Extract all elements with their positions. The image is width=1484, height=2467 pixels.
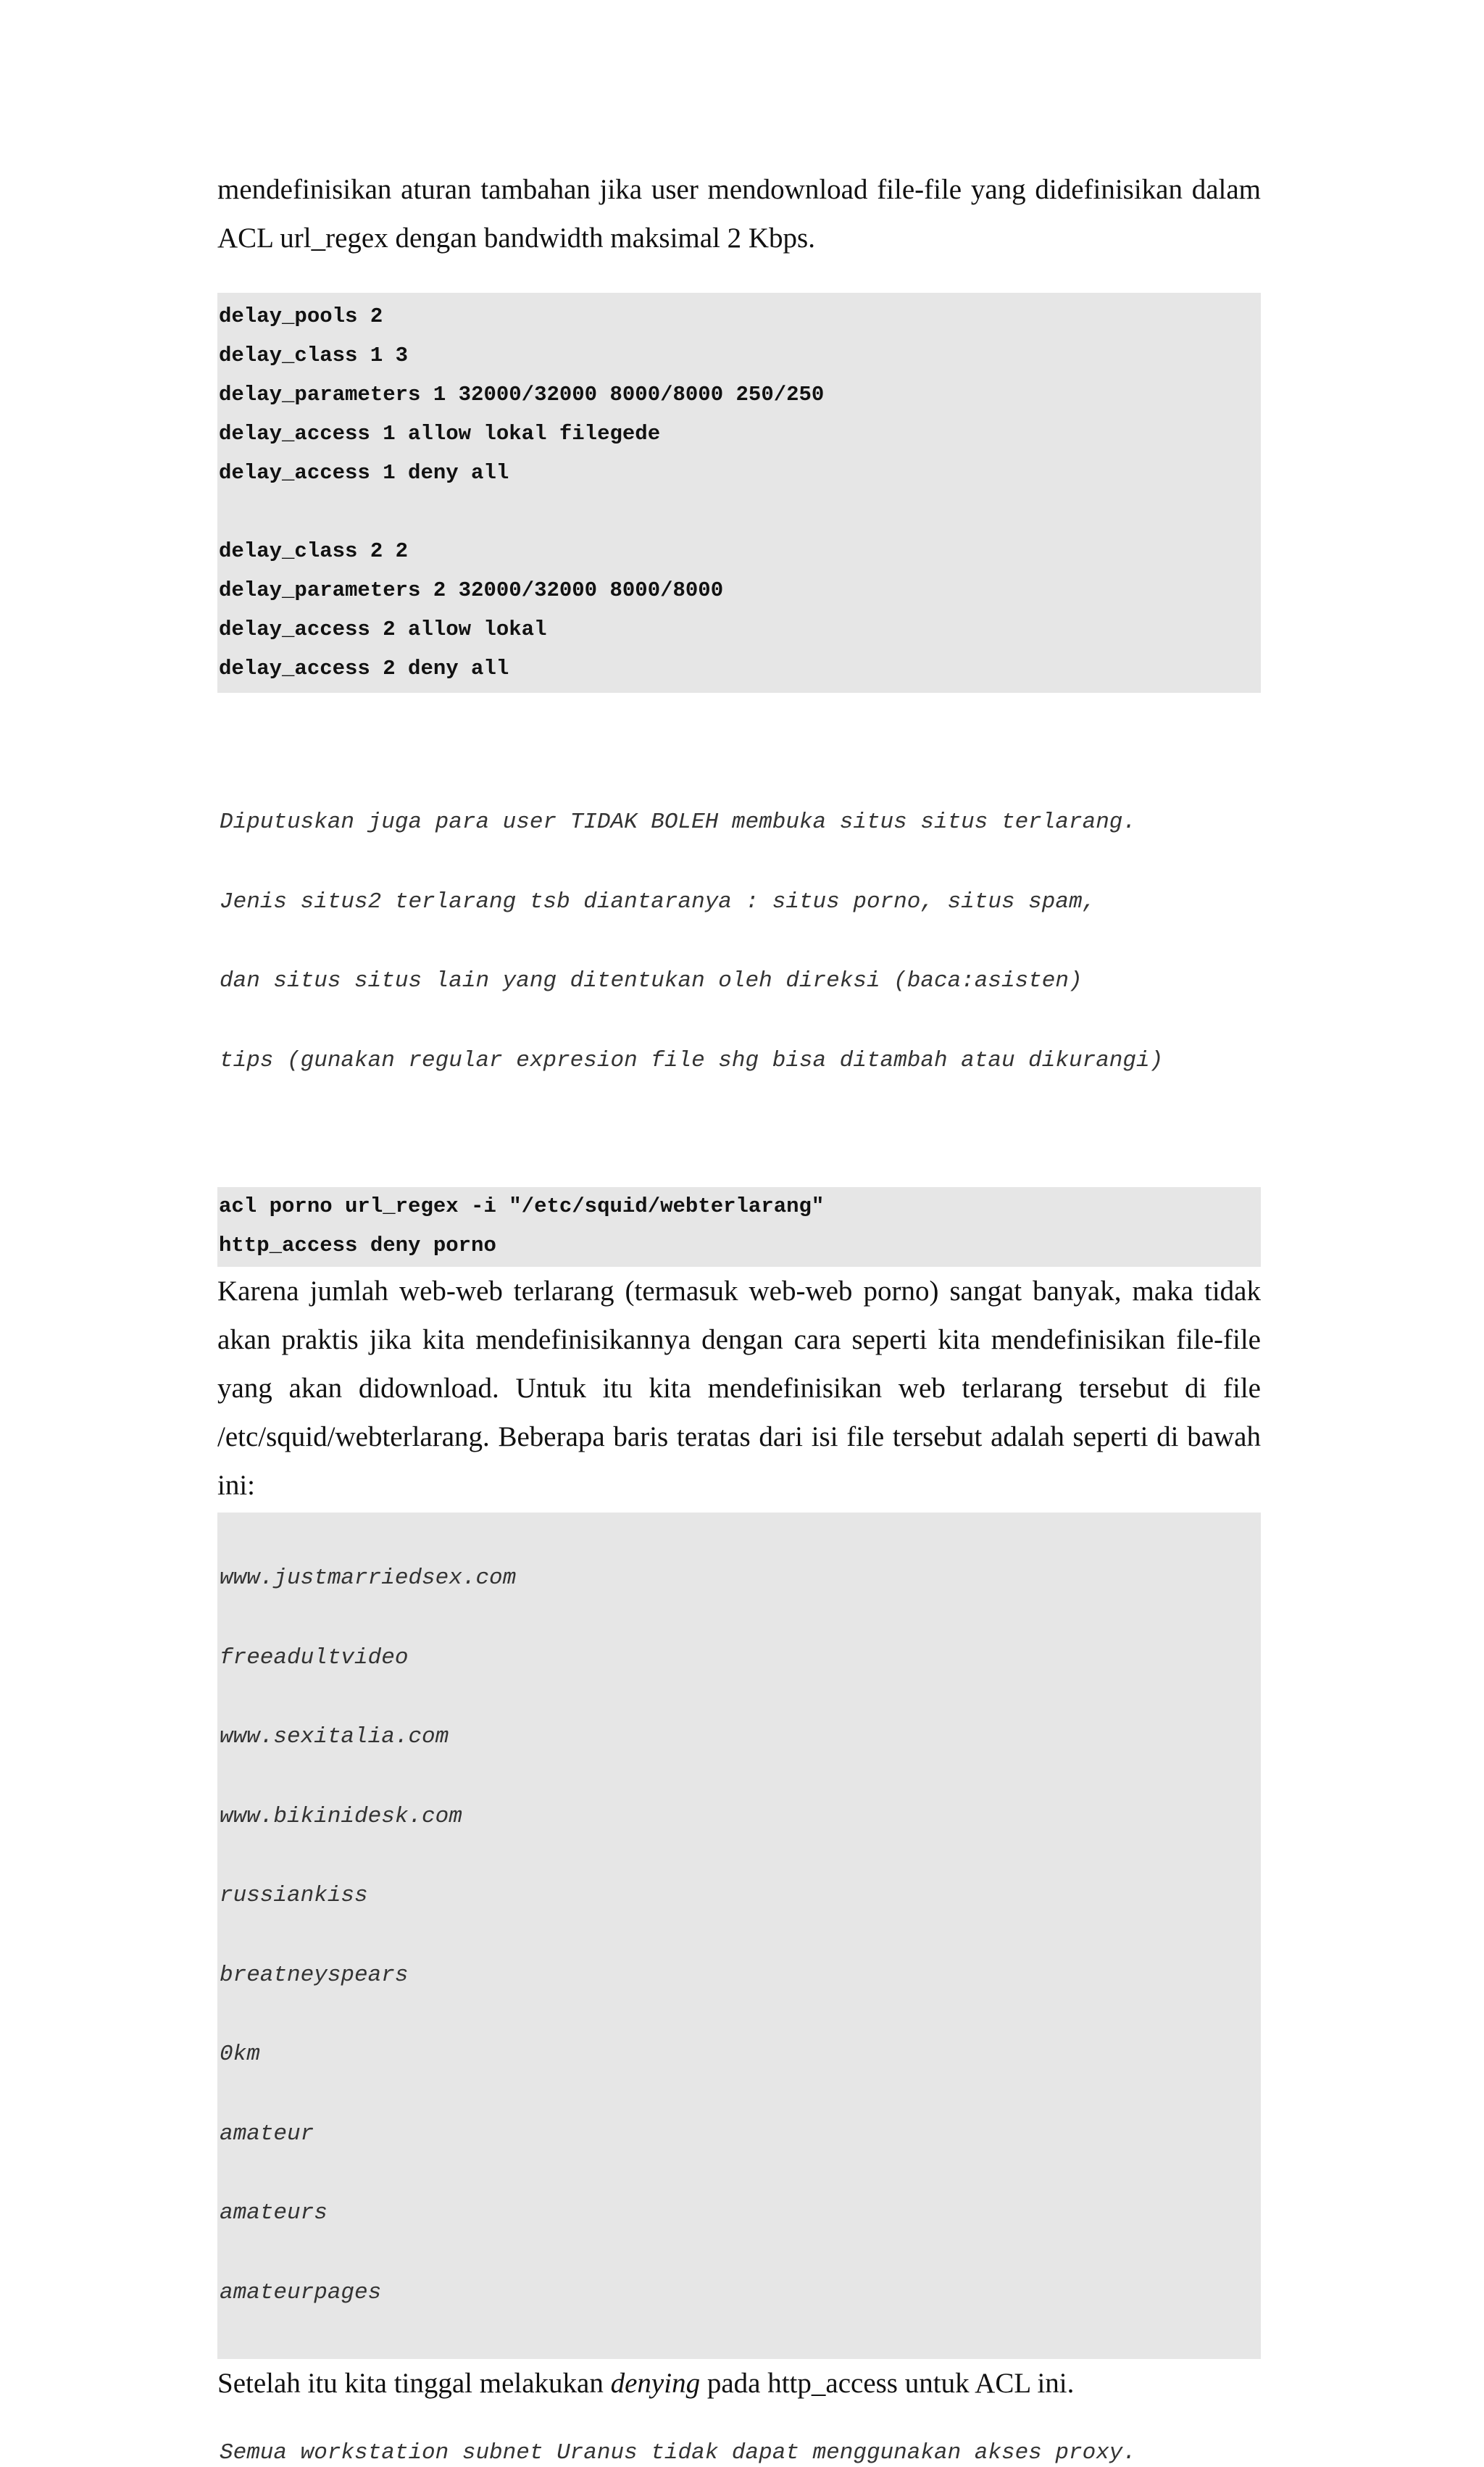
- code-line: delay_class 1 3: [219, 344, 409, 367]
- note-line: tips (gunakan regular expresion file shg bisa ditambah atau dikurangi): [220, 1047, 1164, 1073]
- closing-sentence: [217, 2359, 1261, 2408]
- note-line: Jenis situs2 terlarang tsb diantaranya : situs porno, situs spam,: [220, 889, 1096, 915]
- requirement-note: [217, 757, 1261, 1127]
- listing-line: breatneyspears: [220, 1962, 409, 1988]
- webterlarang-file-listing: [217, 1513, 1261, 2359]
- closing-text-before: Setelah itu kita tinggal melakukan: [217, 2368, 611, 2399]
- closing-text-after: pada http_access untuk ACL ini.: [700, 2368, 1075, 2399]
- listing-line: amateurpages: [220, 2279, 382, 2305]
- listing-line: www.bikinidesk.com: [220, 1803, 462, 1829]
- listing-line: russiankiss: [220, 1883, 368, 1908]
- listing-line: www.sexitalia.com: [220, 1724, 449, 1750]
- code-line: acl porno url_regex -i "/etc/squid/webterlarang": [219, 1194, 825, 1218]
- final-note: Semua workstation subnet Uranus tidak dapat menggunakan akses proxy.: [220, 2440, 1137, 2466]
- note-line: Diputuskan juga para user TIDAK BOLEH membuka situs situs terlarang.: [220, 810, 1137, 835]
- code-line: delay_parameters 1 32000/32000 8000/8000 250/250: [219, 383, 825, 407]
- acl-code-block: [217, 1187, 1261, 1267]
- intro-paragraph: mendefinisikan aturan tambahan jika user mendownload file-file yang didefinisikan dalam ACL url_regex dengan bandwidth maksimal 2 Kbps.: [217, 174, 1261, 254]
- delay-pools-code-block: [217, 293, 1261, 693]
- note-line: dan situs situs lain yang ditentukan oleh direksi (baca:asisten): [220, 968, 1083, 994]
- listing-line: freeadultvideo: [220, 1644, 409, 1671]
- code-line: delay_access 1 deny all: [219, 461, 509, 485]
- closing-emphasis: denying: [610, 2368, 701, 2399]
- explanation-paragraph: Karena jumlah web-web terlarang (termasuk web-web porno) sangat banyak, maka tidak akan praktis jika kita mendefinisikannya dengan cara seperti kita mendefinisikan file-file yang akan didownload. Untuk itu kita mendefinisikan web terlarang tersebut di file /etc/squid/webterlarang. Beberapa baris teratas dari isi file tersebut adalah seperti di bawah ini:: [217, 1276, 1261, 1501]
- code-line: delay_parameters 2 32000/32000 8000/8000: [219, 578, 724, 602]
- code-line: delay_pools 2: [219, 304, 383, 328]
- listing-line: amateur: [220, 2121, 314, 2147]
- page-content: [217, 165, 1261, 2467]
- listing-line: amateurs: [220, 2200, 328, 2226]
- code-line: delay_access 1 allow lokal filegede: [219, 422, 661, 446]
- code-line: delay_access 2 allow lokal: [219, 617, 547, 641]
- code-line: http_access deny porno: [219, 1234, 496, 1257]
- listing-line: www.justmarriedsex.com: [220, 1565, 517, 1591]
- code-blank-line: [219, 493, 1259, 532]
- listing-line: 0km: [220, 2042, 260, 2067]
- code-line: delay_access 2 deny all: [219, 657, 509, 681]
- code-line: delay_class 2 2: [219, 539, 409, 563]
